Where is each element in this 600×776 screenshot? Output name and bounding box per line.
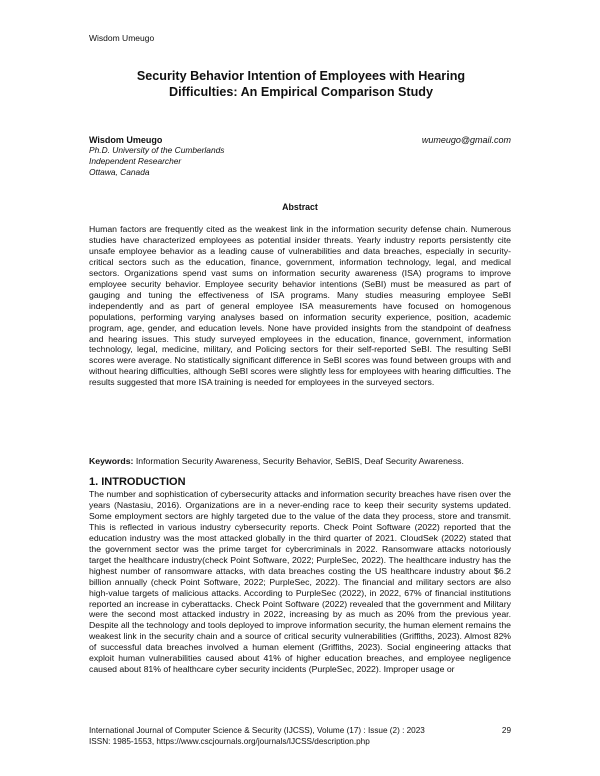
author-email: wumeugo@gmail.com [421, 135, 511, 145]
introduction-text: The number and sophistication of cybersecurity attacks and information security breaches have risen over the years (Nastasiu, 2016). Organizations are in a never-ending race to keep their security systems updated. Some employment sectors are highly targeted due to the value of the data they process, store and transmit. This is reflected in various industry cybersecurity reports. Check Point Software (2022) reported that the education industry was the most attacked globally in the third quarter of 2021. CloudSek (2022) stated that the government sector was the prime target for cybercriminals in 2022. Ransomware attacks notoriously target the healthcare industry(check Point Software, 2022; PurpleSec, 2022). The healthcare industry has the highest number of ransomware attacks, with data breaches costing the US healthcare industry about $6.2 billion annually (check Point Software, 2022; PurpleSec, 2022). The financial and military sectors are also high-value targets of malicious attacks. According to PurpleSec (2022), in 2022, 67% of financial institutions reported an increase in cyberattacks. Check Point Software (2022) revealed that the government and Military were the second most attacked industry in 2022, increasing by as much as 20% from the previous year. Despite all the technology and tools deployed to improve information security, the human element remains the weakest link in the security chain and a source of critical security vulnerabilities (Griffiths, 2023). Almost 82% of successful data breaches involved a human element (Griffiths, 2023). Social engineering attacks that exploit human vulnerabilities caused about 41% of higher education breaches, and employee negligence caused about 81% of healthcare cyber security incidents (PurpleSec, 2022). Improper usage or [89, 489, 511, 675]
section-heading: 1. INTRODUCTION [89, 476, 186, 488]
footer-journal: International Journal of Computer Science & Security (IJCSS), Volume (17) : Issue (2) : 2023 [89, 726, 425, 735]
affiliation-line: Independent Researcher [89, 156, 182, 166]
page-footer [89, 725, 511, 747]
keywords [89, 456, 511, 467]
running-head: Wisdom Umeugo [89, 33, 155, 43]
abstract-text: Human factors are frequently cited as the weakest link in the information security defense chain. Numerous studies have characterized employees as potential insider threats. Yearly industry reports persistently cite unsafe employee behavior as a leading cause of vulnerabilities and data breaches, especially in security-critical sectors such as the education, finance, government, information technology, legal, and medical sectors. Organizations spend vast sums on information security awareness (ISA) programs to improve employee security behavior. Employee security behavior intentions (SeBI) must be measured as part of gauging and tuning the effectiveness of ISA programs. Many studies measuring employee SeBI independently and as part of general employee ISA measurements have focused on homogenous populations, performing varying analyses based on information security experience, position, academic program, age, gender, and education levels. None have provided insights from the standpoint of deafness and hearing issues. This study surveyed employees in the education, finance, government, information technology, legal, medicine, military, and Policing sectors for their self-reported SeBI. The resulting SeBI scores were average. No statistically significant difference in SeBI scores was found between groups with and without hearing difficulties, although SeBI scores were slightly less for employees with hearing difficulties. The results suggested that more ISA training is needed for employees in the surveyed sectors. [89, 224, 511, 388]
paper-title [90, 68, 512, 100]
title-line-1: Security Behavior Intention of Employees with Hearing [136, 69, 466, 83]
keywords-label: Keywords: [89, 456, 134, 466]
affiliation-line: Ph.D. University of the Cumberlands [89, 145, 225, 155]
page-number: 29 [501, 726, 511, 735]
affiliation-line: Ottawa, Canada [89, 167, 150, 177]
footer-issn: ISSN: 1985-1553, https://www.cscjournals.org/journals/IJCSS/description.php [89, 737, 370, 746]
keywords-text: Information Security Awareness, Security Behavior, SeBIS, Deaf Security Awareness. [133, 456, 464, 466]
author-name: Wisdom Umeugo [89, 135, 163, 145]
author-affiliation [89, 145, 224, 178]
title-line-2: Difficulties: An Empirical Comparison Study [168, 85, 434, 99]
abstract-heading: Abstract [282, 202, 318, 212]
